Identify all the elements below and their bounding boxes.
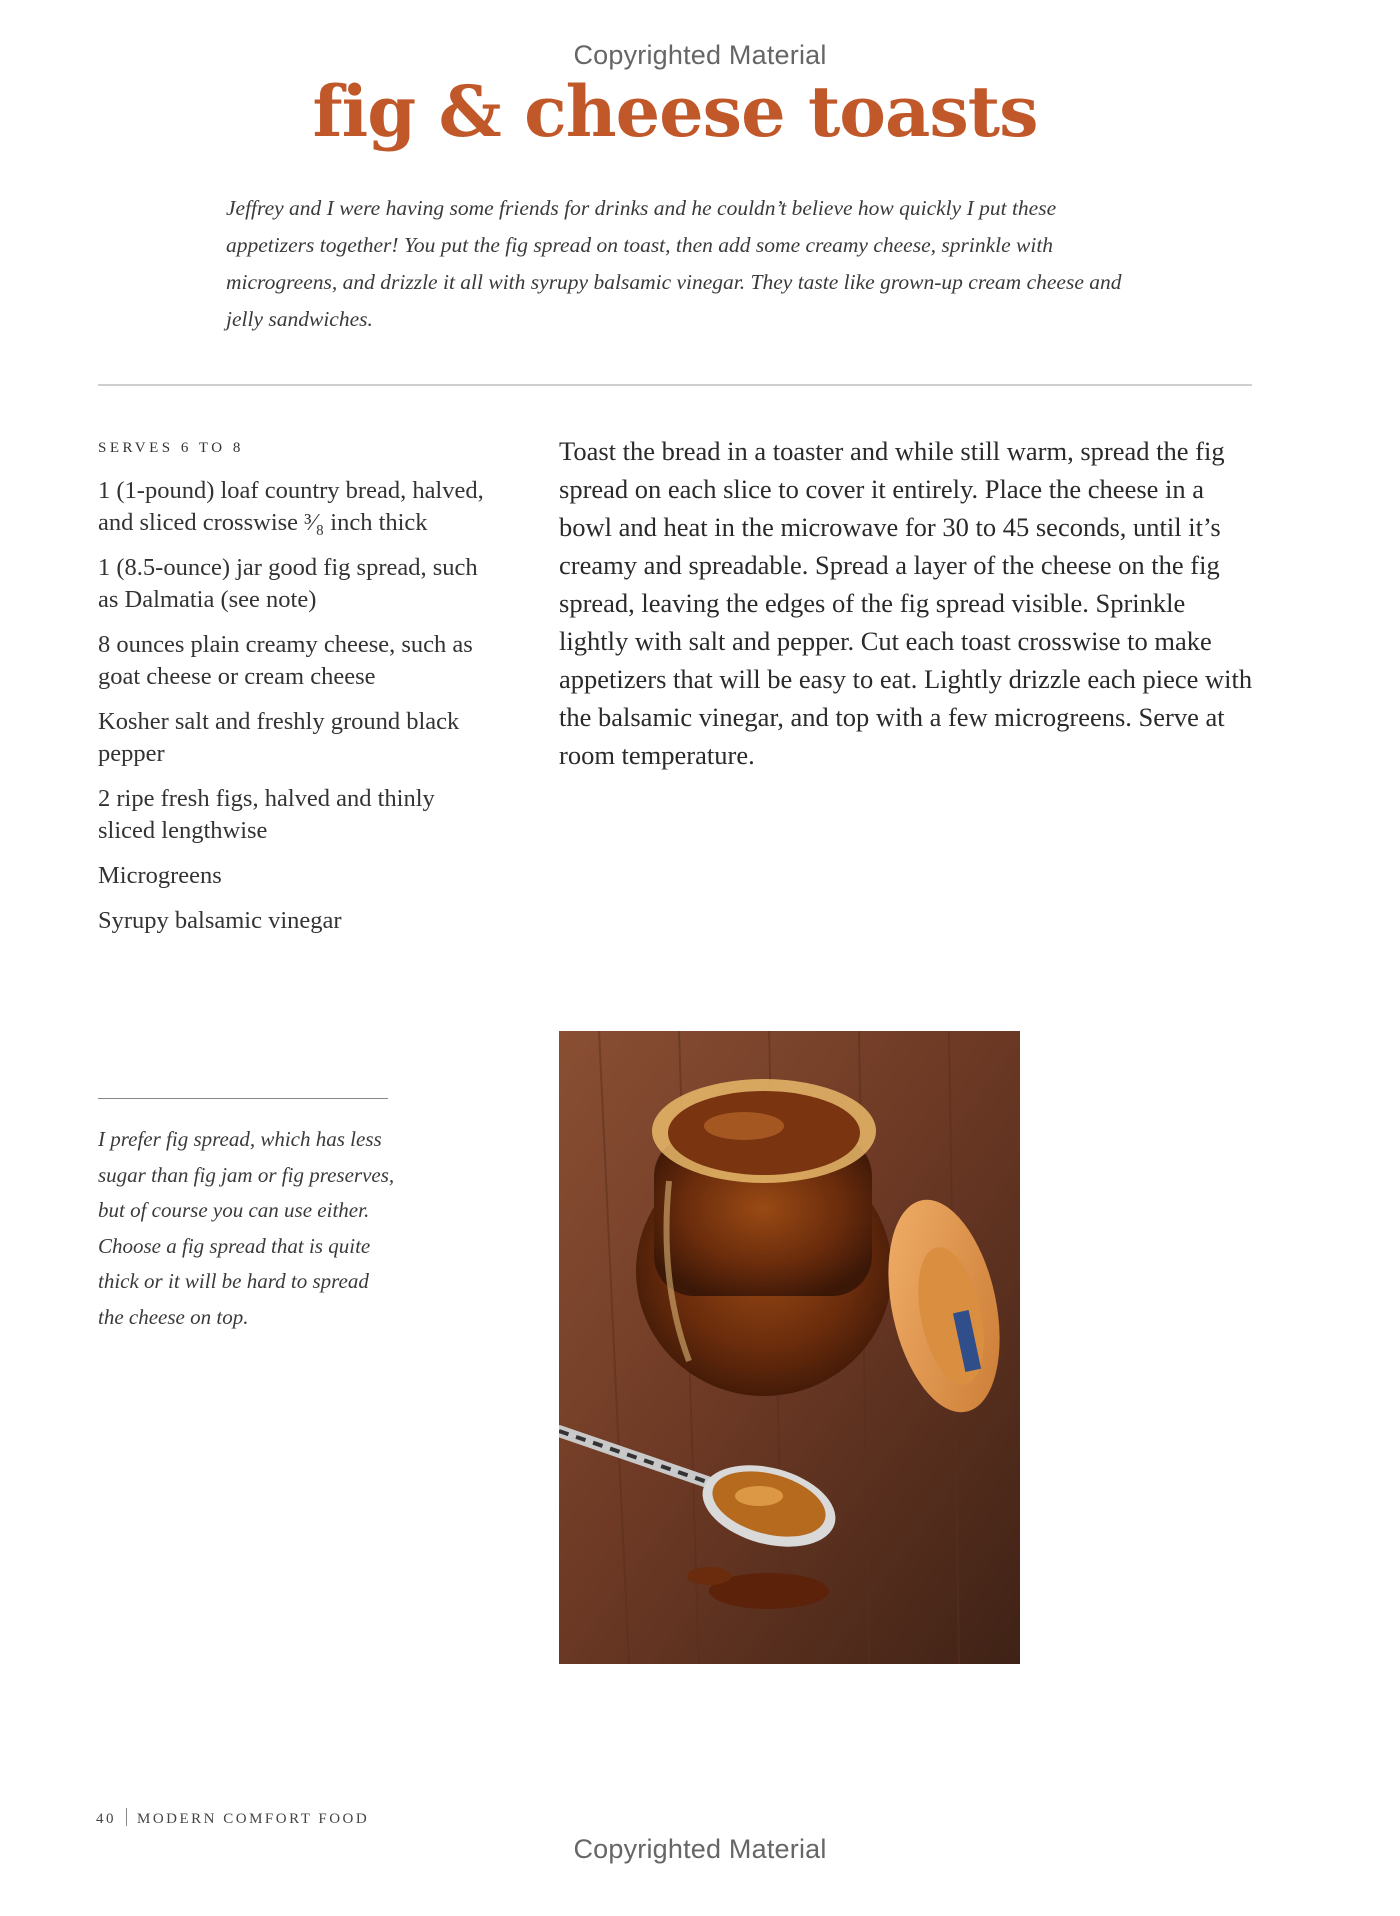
ingredient-item: 1 (8.5-ounce) jar good fig spread, such as Dalmatia (see note) <box>98 554 478 613</box>
ingredient-item: Syrupy balsamic vinegar <box>98 907 342 934</box>
watermark-top: Copyrighted Material <box>573 40 827 70</box>
ingredient-item: 2 ripe fresh figs, halved and thinly sliced lengthwise <box>98 785 435 844</box>
watermark-bottom: Copyrighted Material <box>573 1834 827 1864</box>
page-number: 40 <box>96 1811 116 1827</box>
serves-label: SERVES 6 TO 8 <box>98 440 244 456</box>
footer-separator <box>126 1808 127 1826</box>
recipe-note: I prefer fig spread, which has less sugar than fig jam or fig preserves, but of course you can use either. Choose a fig spread that is quite thick or it will be hard to spread the cheese on top. <box>98 1127 395 1329</box>
ingredient-item: Microgreens <box>98 862 222 889</box>
section-divider <box>98 384 1252 386</box>
book-title: MODERN COMFORT FOOD <box>137 1811 370 1827</box>
recipe-title: fig & cheese toasts <box>312 70 1038 153</box>
note-divider <box>98 1098 388 1099</box>
fig-jam-jar-photo <box>559 1031 1020 1664</box>
recipe-intro: Jeffrey and I were having some friends for drinks and he couldn’t believe how quickly I put these appetizers together! You put the fig spread on toast, then add some creamy cheese, sprinkle with microgreens, and drizzle it all with syrupy balsamic vinegar. They taste like grown-up cream cheese and jelly sandwiches. <box>226 196 1122 331</box>
ingredient-list <box>98 475 498 950</box>
ingredient-item: 8 ounces plain creamy cheese, such as goat cheese or cream cheese <box>98 631 473 690</box>
ingredient-item: Kosher salt and freshly ground black pepper <box>98 708 460 767</box>
ingredient-item: 1 (1-pound) loaf country bread, halved, and sliced crosswise ³⁄₈ inch thick <box>98 477 484 536</box>
page-footer <box>96 1808 369 1828</box>
method-text: Toast the bread in a toaster and while still warm, spread the fig spread on each slice to cover it entirely. Place the cheese in a bowl and heat in the microwave for 30 to 45 seconds, until it’s creamy and spreadable. Spread a layer of the cheese on the fig spread, leaving the edges of the fig spread visible. Sprinkle lightly with salt and pepper. Cut each toast crosswise to make appetizers that will be easy to eat. Lightly drizzle each piece with the balsamic vinegar, and top with a few microgreens. Serve at room temperature. <box>559 436 1253 770</box>
